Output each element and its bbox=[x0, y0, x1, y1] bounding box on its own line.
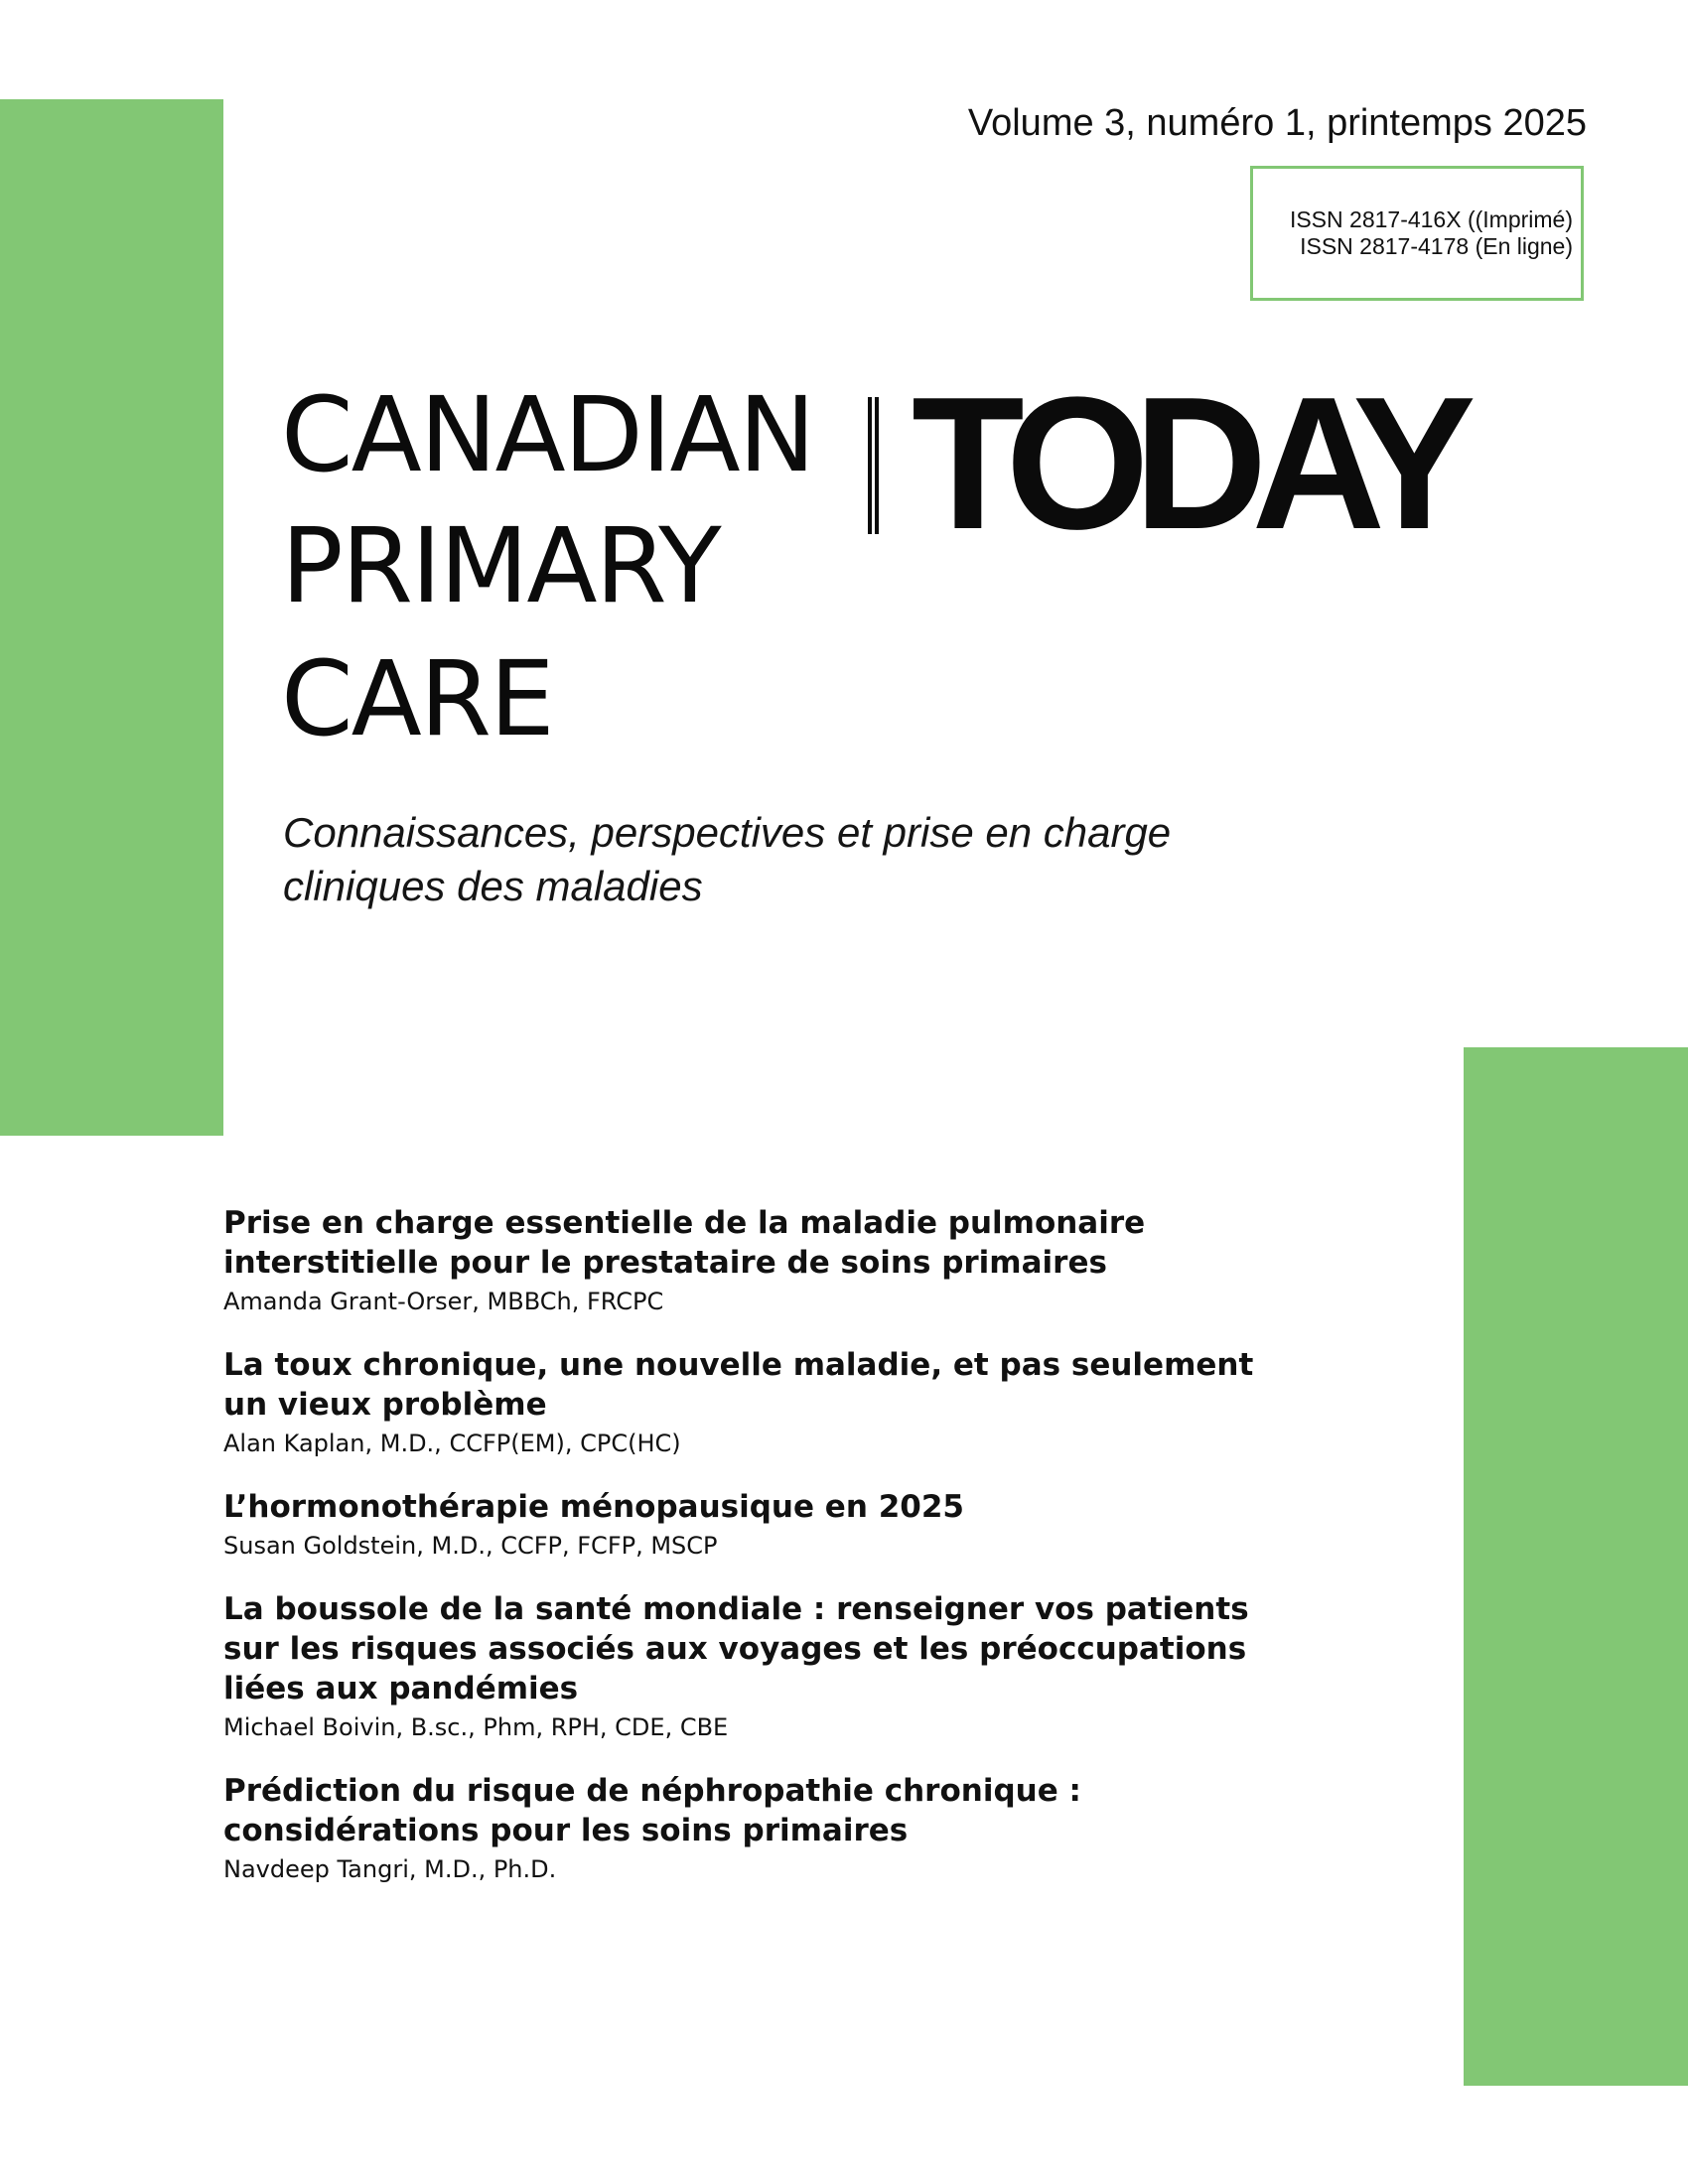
article-title-line: liées aux pandémies bbox=[223, 1671, 579, 1706]
masthead-word-primary: PRIMARY bbox=[281, 505, 720, 626]
article-title-line: Prédiction du risque de néphropathie chronique : bbox=[223, 1773, 1081, 1809]
tagline bbox=[283, 806, 1375, 913]
article-title-line: un vieux problème bbox=[223, 1387, 547, 1423]
article-title-line: considérations pour les soins primaires bbox=[223, 1813, 909, 1848]
article-entry[interactable] bbox=[223, 1771, 1365, 1886]
green-accent-block-left bbox=[0, 99, 223, 1136]
article-title[interactable] bbox=[223, 1771, 1365, 1850]
issn-online: ISSN 2817-4178 (En ligne) bbox=[1300, 233, 1573, 259]
article-title[interactable] bbox=[223, 1487, 1365, 1527]
article-author: Alan Kaplan, M.D., CCFP(EM), CPC(HC) bbox=[223, 1430, 681, 1457]
article-entry[interactable] bbox=[223, 1345, 1365, 1460]
article-title-line: sur les risques associés aux voyages et les préoccupations bbox=[223, 1631, 1247, 1667]
article-title[interactable] bbox=[223, 1589, 1365, 1708]
masthead-word-canadian: CANADIAN bbox=[281, 374, 814, 495]
tagline-line: Connaissances, perspectives et prise en charge bbox=[283, 809, 1172, 856]
article-title-line: interstitielle pour le prestataire de soins primaires bbox=[223, 1245, 1107, 1281]
article-title[interactable] bbox=[223, 1345, 1365, 1425]
masthead-today: TODAY bbox=[912, 358, 1461, 569]
masthead-word-care: CARE bbox=[281, 638, 553, 759]
green-accent-block-right bbox=[1464, 1047, 1688, 2086]
article-title-line: La boussole de la santé mondiale : renseigner vos patients bbox=[223, 1591, 1249, 1627]
article-title-line: Prise en charge essentielle de la maladie pulmonaire bbox=[223, 1205, 1146, 1241]
article-author: Navdeep Tangri, M.D., Ph.D. bbox=[223, 1855, 557, 1883]
masthead-divider-bar bbox=[868, 397, 872, 534]
issn-box bbox=[1250, 166, 1584, 301]
article-author: Michael Boivin, B.sc., Phm, RPH, CDE, CBE bbox=[223, 1713, 729, 1741]
article-entry[interactable] bbox=[223, 1487, 1365, 1563]
article-entry[interactable] bbox=[223, 1203, 1365, 1318]
article-author: Susan Goldstein, M.D., CCFP, FCFP, MSCP bbox=[223, 1532, 718, 1560]
table-of-contents bbox=[223, 1203, 1365, 1913]
tagline-line: cliniques des maladies bbox=[283, 863, 703, 909]
article-title-line: La toux chronique, une nouvelle maladie, et pas seulement bbox=[223, 1347, 1254, 1383]
article-entry[interactable] bbox=[223, 1589, 1365, 1744]
issn-print: ISSN 2817-416X ((Imprimé) bbox=[1289, 206, 1573, 232]
masthead-divider-bar bbox=[875, 397, 879, 534]
issue-info: Volume 3, numéro 1, printemps 2025 bbox=[967, 102, 1587, 144]
article-title-line: L’hormonothérapie ménopausique en 2025 bbox=[223, 1489, 964, 1525]
article-title[interactable] bbox=[223, 1203, 1365, 1283]
article-author: Amanda Grant-Orser, MBBCh, FRCPC bbox=[223, 1288, 664, 1315]
